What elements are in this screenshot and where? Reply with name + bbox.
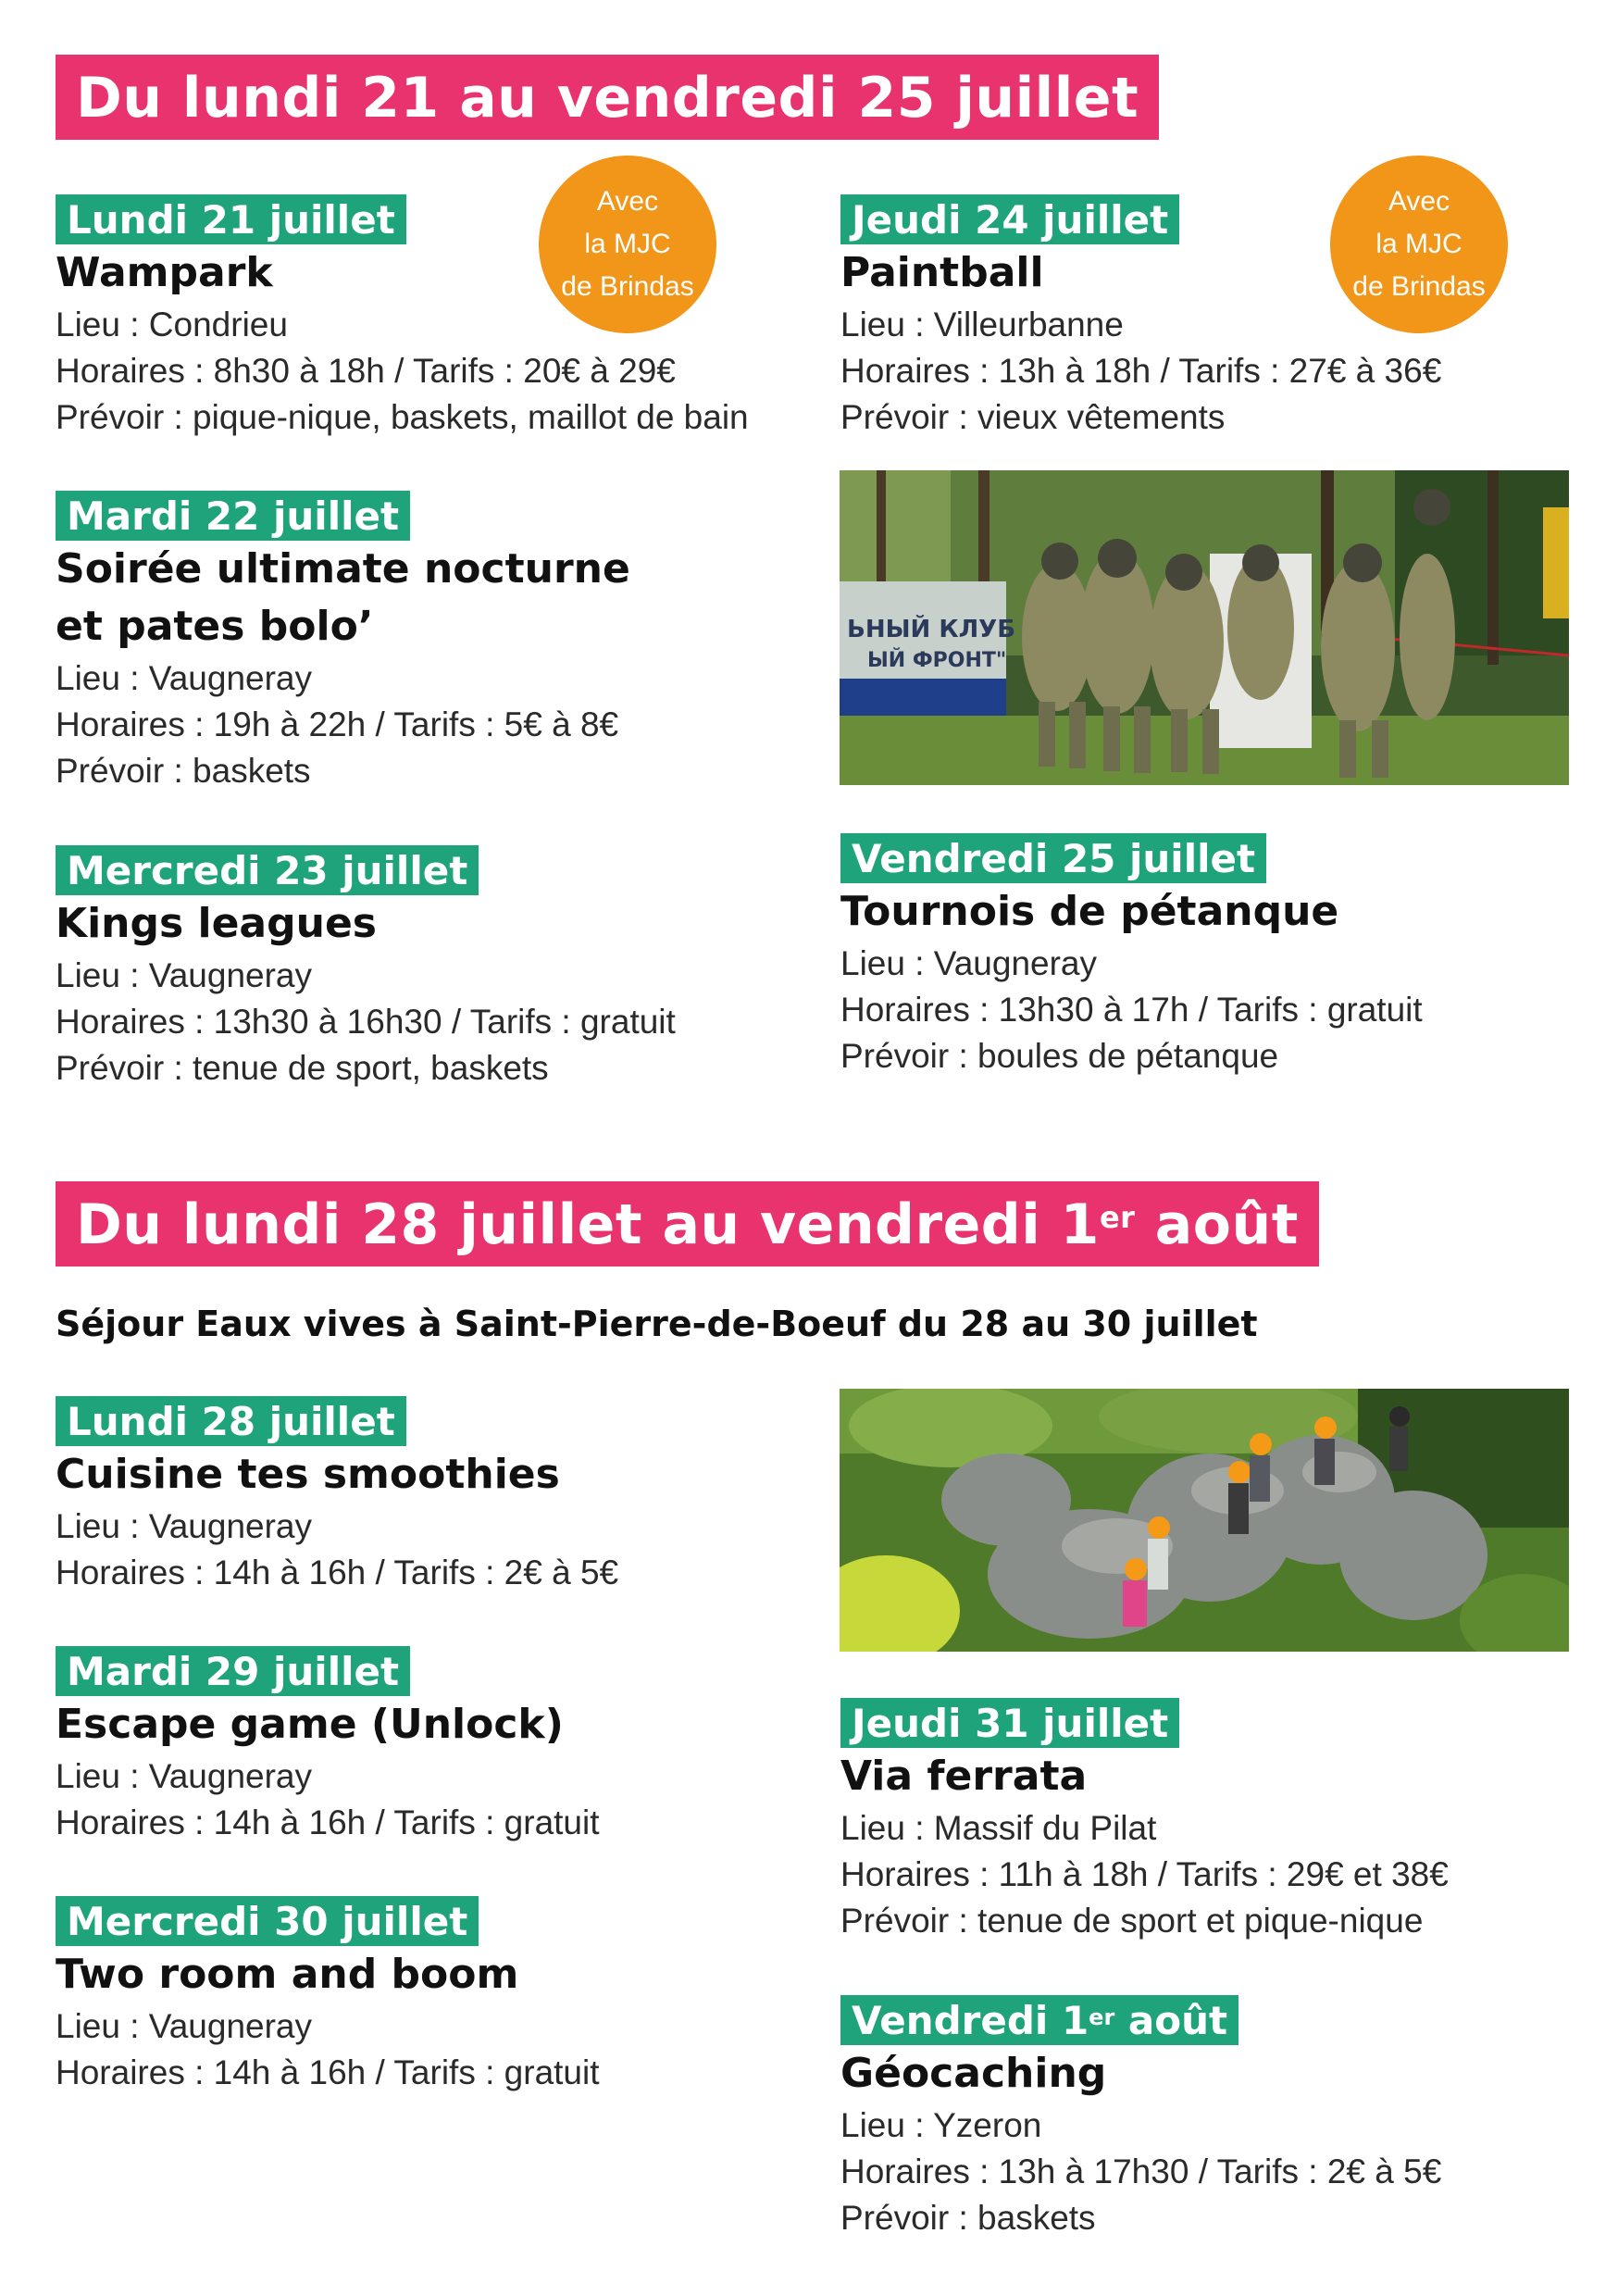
activity-title: Soirée ultimate nocturne [56,545,630,593]
activity-bring: Prévoir : baskets [840,2199,1096,2237]
activity-title: Paintball [840,249,1044,296]
activity-title: Tournois de pétanque [840,888,1339,935]
activity-card-via-ferrata [840,1698,1449,1944]
mjc-brindas-badge [1330,156,1508,333]
stay-intro: Séjour Eaux vives à Saint-Pierre-de-Boeuf du 28 au 30 juillet [56,1304,1258,1344]
badge-line: de Brindas [561,271,694,302]
activity-card-smoothies [56,1396,618,1596]
mjc-brindas-badge [539,156,716,333]
week-2-title-end: août [1135,1192,1299,1257]
activity-location: Lieu : Vaugneray [56,659,313,697]
date-tag: Mardi 29 juillet [56,1646,410,1696]
activity-bring: Prévoir : baskets [56,752,311,790]
week-2-banner [56,1181,1319,1267]
badge-line: de Brindas [1352,271,1486,302]
date-tag [840,1995,1238,2045]
date-tag: Mardi 22 juillet [56,491,410,541]
activity-title: Via ferrata [840,1753,1088,1800]
badge-line: la MJC [584,229,671,259]
activity-title: Two room and boom [56,1951,519,1998]
activity-schedule: Horaires : 14h à 16h / Tarifs : gratuit [56,2053,600,2091]
activity-schedule: Horaires : 19h à 22h / Tarifs : 5€ à 8€ [56,705,619,743]
activity-bring: Prévoir : pique-nique, baskets, maillot de bain [56,398,749,436]
activity-title: Cuisine tes smoothies [56,1451,560,1498]
activity-bring: Prévoir : tenue de sport, baskets [56,1049,549,1087]
activity-location: Lieu : Condrieu [56,306,288,343]
activity-location: Lieu : Vaugneray [840,944,1098,982]
activity-location: Lieu : Vaugneray [56,1507,313,1545]
activity-card-geocaching [840,1995,1441,2241]
badge-line: Avec [1388,186,1450,217]
activity-location: Lieu : Yzeron [840,2106,1042,2144]
activity-location: Lieu : Massif du Pilat [840,1809,1157,1847]
sign-text: ЬНЫЙ КЛУБ [847,616,1016,643]
date-tag-end: août [1114,1998,1228,2043]
activity-card-escape-game [56,1646,600,1846]
activity-bring: Prévoir : vieux vêtements [840,398,1226,436]
activity-schedule: Horaires : 14h à 16h / Tarifs : 2€ à 5€ [56,1554,619,1591]
activity-schedule: Horaires : 13h30 à 17h / Tarifs : gratuit [840,991,1423,1029]
date-tag: Jeudi 24 juillet [840,194,1179,244]
activity-schedule: Horaires : 13h à 17h30 / Tarifs : 2€ à 5€ [840,2152,1442,2190]
date-tag-sup: er [1089,2004,1115,2030]
activity-bring: Prévoir : boules de pétanque [840,1037,1279,1075]
activity-card-petanque [840,833,1423,1079]
date-tag-main: Vendredi 1 [852,1998,1089,2043]
badge-line: la MJC [1375,229,1462,259]
week-2-title: Du lundi 28 juillet au vendredi 1 [76,1192,1100,1257]
date-tag: Lundi 21 juillet [56,194,406,244]
activity-schedule: Horaires : 14h à 16h / Tarifs : gratuit [56,1803,600,1841]
date-tag: Mercredi 23 juillet [56,845,479,895]
week-2-title-sup: er [1099,1200,1136,1235]
activity-title: Géocaching [840,2050,1107,2097]
date-tag: Mercredi 30 juillet [56,1896,479,1946]
activity-location: Lieu : Vaugneray [56,1757,313,1795]
activity-schedule: Horaires : 13h à 18h / Tarifs : 27€ à 36€ [840,352,1442,390]
activity-location: Lieu : Vaugneray [56,2007,313,2045]
activity-title: Escape game (Unlock) [56,1701,564,1748]
sign-text: ЫЙ ФРОНТ" [867,649,1007,672]
activity-bring: Prévoir : tenue de sport et pique-nique [840,1902,1424,1940]
activity-schedule: Horaires : 8h30 à 18h / Tarifs : 20€ à 29€ [56,352,676,390]
activity-location: Lieu : Vaugneray [56,956,313,994]
activity-title: Kings leagues [56,900,377,947]
via-ferrata-photo [840,1389,1569,1652]
paintball-photo [840,470,1569,785]
activity-card-two-room [56,1896,600,2096]
activity-schedule: Horaires : 13h30 à 16h30 / Tarifs : gratuit [56,1003,676,1041]
badge-line: Avec [596,186,659,217]
date-tag: Lundi 28 juillet [56,1396,406,1446]
week-1-title: Du lundi 21 au vendredi 25 juillet [76,66,1139,131]
date-tag: Jeudi 31 juillet [840,1698,1179,1748]
activity-card-ultimate [56,491,630,794]
activity-title: Wampark [56,249,273,296]
activity-card-kings-leagues [56,845,676,1092]
activity-schedule: Horaires : 11h à 18h / Tarifs : 29€ et 38€ [840,1855,1449,1893]
activity-location: Lieu : Villeurbanne [840,306,1124,343]
date-tag: Vendredi 25 juillet [840,833,1266,883]
week-1-banner [56,55,1159,140]
activity-title-line-2: et pates bolo’ [56,603,374,650]
